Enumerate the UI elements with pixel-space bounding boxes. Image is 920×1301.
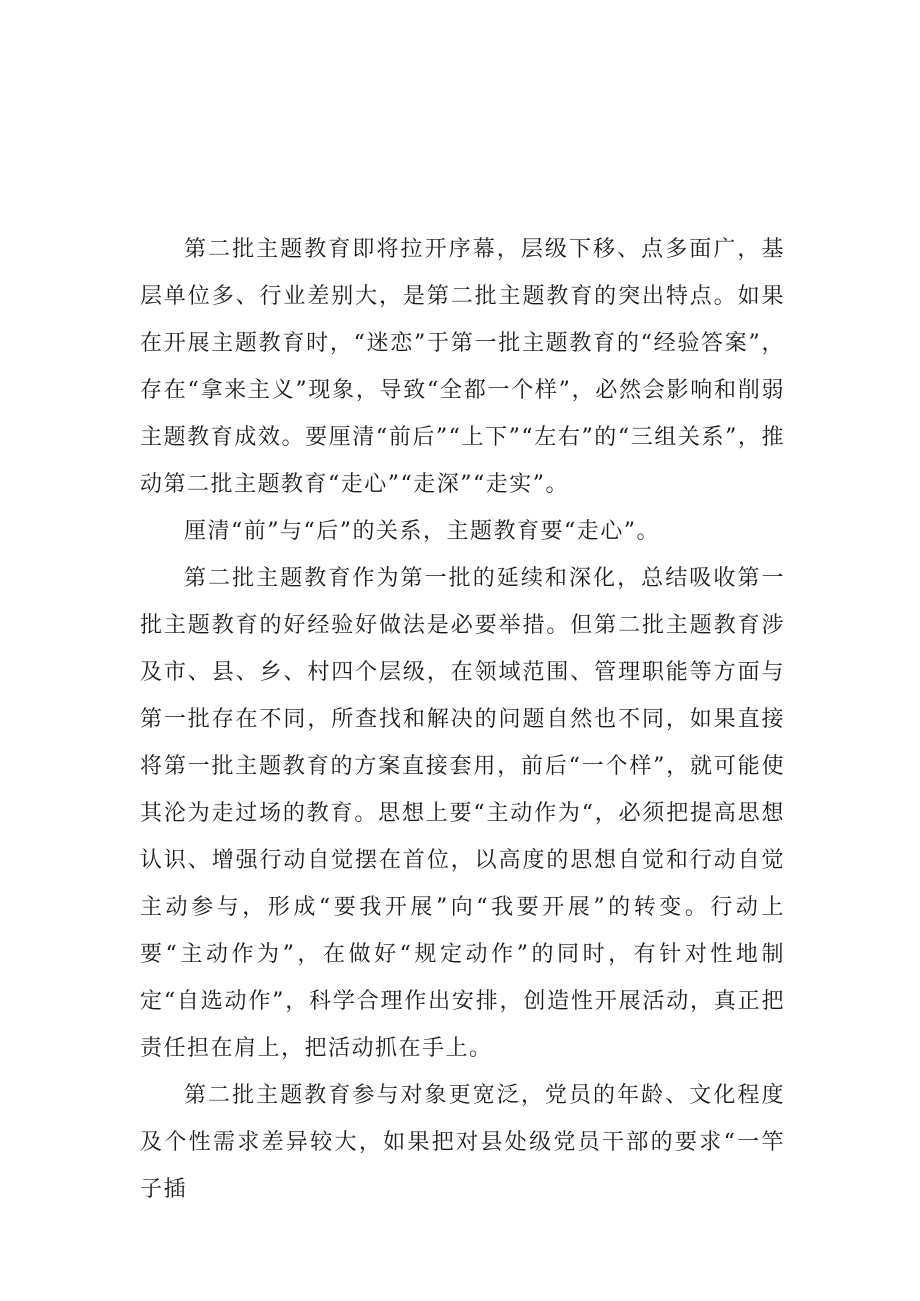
document-body (140, 226, 785, 1213)
paragraph-intro: 第二批主题教育即将拉开序幕，层级下移、点多面广，基层单位多、行业差别大，是第二批主题教育的突出特点。如果在开展主题教育时，“迷恋”于第一批主题教育的“经验答案”，存在“拿来主义”现象，导致“全都一个样”，必然会影响和削弱主题教育成效。要厘清“前后”“上下”“左右”的“三组关系”，推动第二批主题教育“走心”“走深”“走实”。 (140, 237, 785, 497)
paragraph-continued: 第二批主题教育参与对象更宽泛，党员的年龄、文化程度及个性需求差异较大，如果把对县处级党员干部的要求“一竿子插 (140, 1083, 785, 1202)
paragraph-body: 第二批主题教育作为第一批的延续和深化，总结吸收第一批主题教育的好经验好做法是必要举措。但第二批主题教育涉及市、县、乡、村四个层级，在领域范围、管理职能等方面与第一批存在不同，所查找和解决的问题自然也不同，如果直接将第一批主题教育的方案直接套用，前后“一个样”，就可能使其沦为走过场的教育。思想上要“主动作为“，必须把提高思想认识、增强行动自觉摆在首位，以高度的思想自觉和行动自觉主动参与，形成“要我开展”向“我要开展”的转变。行动上要“主动作为”，在做好“规定动作”的同时，有针对性地制定“自选动作”，科学合理作出安排，创造性开展活动，真正把责任担在肩上，把活动抓在手上。 (140, 566, 785, 1061)
paragraph-section-heading: 厘清“前”与“后”的关系，主题教育要“走心”。 (184, 519, 660, 544)
